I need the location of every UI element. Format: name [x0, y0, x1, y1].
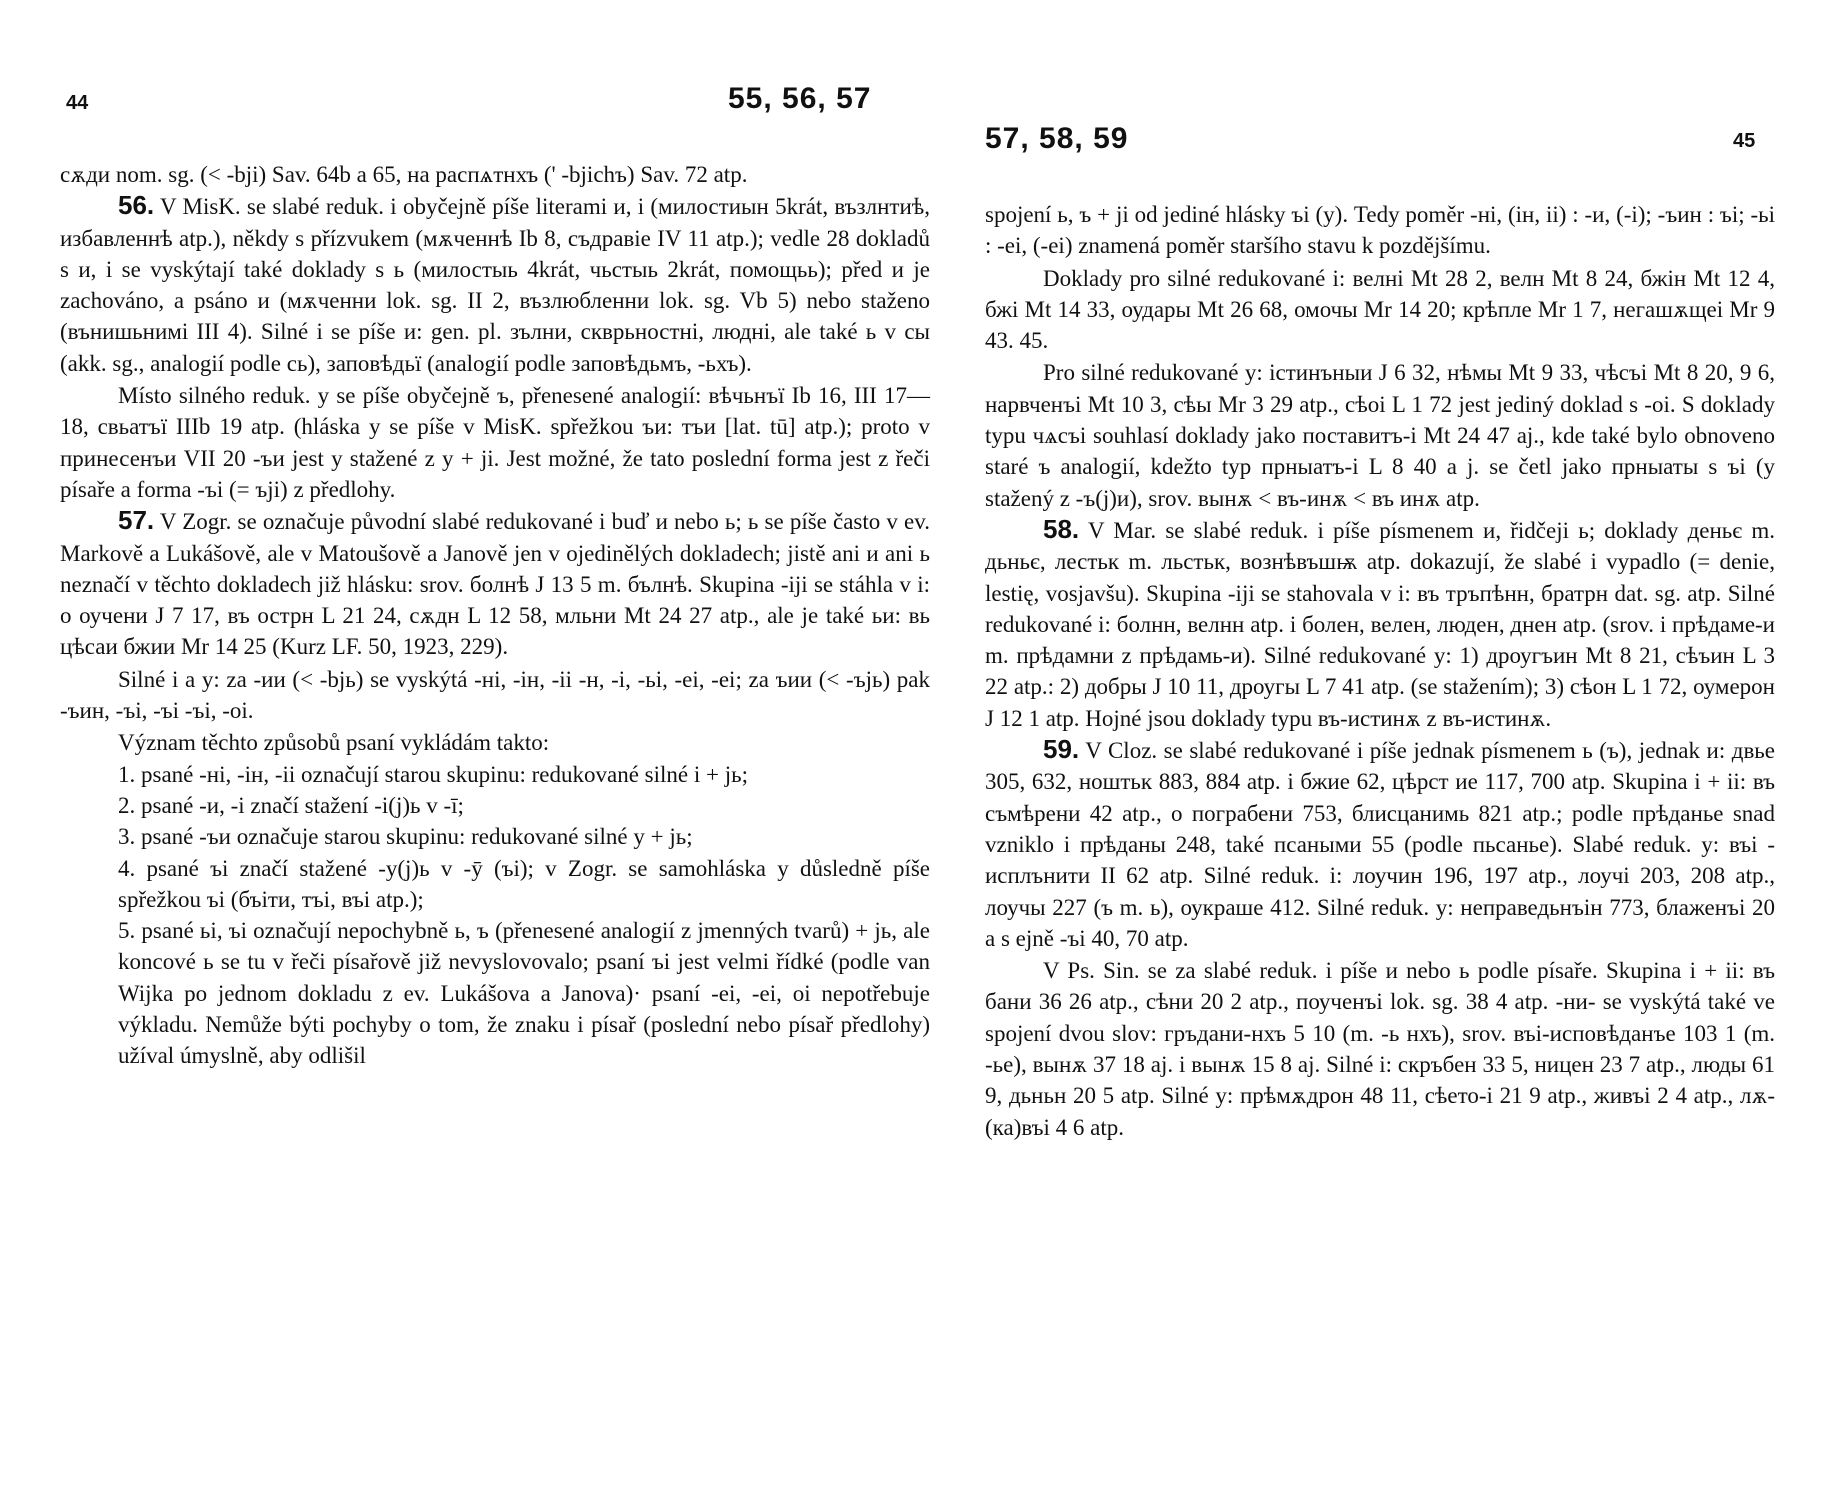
- page-number: 45: [1733, 130, 1756, 152]
- paragraph-text: V Cloz. se slabé redukované i píše jednak písmenem ь (ъ), jednak и: двье 305, 632, ноштьк 883, 884 atp. i бжие 62, цѣрст ие 117, 700 atp. Skupina i + ii: въ съмѣрени 42 atp., о пограбени 753, блисцанимь 821 atp.; podle прѣданье snad vzniklo i прѣданы 248, také псаными 55 (podle пьсанье). Slabé reduk. y: въі - исплънити II 62 atp. Silné reduk. i: лоучин 196, 197 atp., лоучі 203, 208 atp., лоучы 227 (ъ m. ь), оукраше 412. Silné reduk. y: неправедьнъін 773, блаженъі 20 a s ejně -ъі 40, 70 atp.: [985, 738, 1775, 951]
- paragraph-text: Doklady pro silné redukované i: велні Mt 28 2, велн Mt 8 24, бжін Mt 12 4, бжі Mt 14 33, оудары Mt 26 68, омочы Mr 14 20; крѣпле Mr 1 7, негашѫщеі Mr 9 43. 45.: [985, 265, 1775, 354]
- body-text: [985, 198, 1775, 1143]
- section-number: 59.: [1043, 734, 1080, 765]
- page-number: 44: [66, 92, 89, 114]
- list-item: 3. psané -ъи označuje starou skupinu: redukované silné y + jь;: [118, 824, 693, 850]
- paragraph-text: сѫди nom. sg. (< -bji) Sav. 64b a 65, на распѧтнхъ (' -bjichъ) Sav. 72 atp.: [60, 162, 748, 187]
- list-item: 4. psané ъі značí stažené -y(j)ь v -ȳ (ъі); v Zogr. se samohláska y důsledně píše spřežkou ъі (бъіти, тъі, въі atp.);: [118, 855, 930, 912]
- running-header: 57, 58, 59: [985, 122, 1129, 155]
- paragraph: [60, 158, 930, 190]
- paragraph-text: V Zogr. se označuje původní slabé redukované i buď и nebo ь; ь se píše často v ev. Markově a Lukášově, ale v Matoušově a Janově jen v ojedinělých dokladech; jistě ani и ani ь neznačí v těchto dokladech již hlásku: srov. болнѣ J 13 5 m. бълнѣ. Skupina -iji se stáhla v i: о оучени J 7 17, въ острн L 21 24, сѫдн L 12 58, мльни Mt 24 27 atp., ale je také ьи: вь цѣсаи бжии Mr 14 25 (Kurz LF. 50, 1923, 229).: [60, 509, 930, 660]
- paragraph: [60, 663, 930, 727]
- paragraph: [985, 954, 1775, 1143]
- section-number: 58.: [1043, 513, 1080, 544]
- paragraph-text: spojení ь, ъ + ji od jediné hlásky ъі (y). Tedy poměr -ні, (ін, іі) : -и, (-і); -ъин : ъі; -ьі : -еі, (-еі) znamená poměr staršího stavu k pozdějšímu.: [985, 202, 1775, 259]
- paragraph: [985, 734, 1775, 954]
- paragraph-text: Význam těchto způsobů psaní vykládám takto:: [118, 730, 550, 756]
- paragraph-text: Pro silné redukované y: істинъныи J 6 32, нѣмы Mt 9 33, чѣсъі Mt 8 20, 9 6, нарвченъі Mt 10 3, сѣы Mr 3 29 atp., сѣоі L 1 72 jest jediný doklad s -оі. S doklady typu чѧсъі souhlasí doklady jako поставитъ-і Mt 24 47 aj., kde také bylo obnoveno staré ъ analogií, kdežto typ прныатъ-і L 8 40 a j. se četl jako прныаты s ъі (y stažený z -ъ(j)и), srov. вынѫ < въ-инѫ < въ инѫ atp.: [985, 360, 1775, 511]
- list-item: 2. psané -и, -і značí stažení -i(j)ь v -ī;: [118, 792, 464, 818]
- left-page: [60, 0, 930, 1500]
- paragraph-text: Místo silného reduk. y se píše obyčejně ъ, přenesené analogií: вѣчьнъї Ib 16, III 17—18, свьатъї IIIb 19 atp. (hláska y se píše v MisK. spřežkou ъи: тъи [lat. tū] atp.); proto v принесенъи VII 20 -ъи jest y stažené z y + ji. Jest možné, že tato poslední forma jest z řeči písaře a forma -ъі (= ъji) z předlohy.: [60, 383, 930, 502]
- list-item: 5. psané ьі, ъі označují nepochybně ь, ъ (přenesené analogií z jmenných tvarů) + jь, ale koncové ь se tu v řeči písařově již nevyslovovalo; psaní ъі jest velmi řídké (podle van Wijka po jednom dokladu z ev. Lukášova a Janova)· psaní -еі, -еі, оі nepotřebuje výkladu. Nemůže býti pochyby o tom, že znaku і písař (poslední nebo písař předlohy) užíval úmyslně, aby odlišil: [118, 918, 930, 1069]
- paragraph-text: V Mar. se slabé reduk. i píše písmenem и, řidčeji ь; doklady деньє m. дьньє, лестьк m. льстьк, вознѣвъшѭ atp. dokazují, že slabé i vypadlo (= denie, lestię, vosjavšu). Skupina -iji se stahovala v i: въ тръпѣнн, братрн dat. sg. atp. Silné redukované i: болнн, велнн atp. i болен, велен, люден, днен atp. (srov. і прѣдаме-и m. прѣдамни z прѣдамь-и). Silné redukované y: 1) дроугъин Mt 8 21, сѣъин L 3 22 atp.: 2) добры J 10 11, дроугы L 7 41 atp. (se stažením); 3) сѣон L 1 72, оумерон J 12 1 atp. Hojné jsou doklady typu въ-истинѫ z въ-истинѫ.: [985, 517, 1775, 731]
- body-text: [60, 158, 930, 1072]
- running-header: 55, 56, 57: [728, 82, 872, 115]
- paragraph-text: V MisK. se slabé reduk. i obyčejně píše literami и, і (милостиын 5krát, възлнтиѣ, избавленнѣ atp.), někdy s přízvukem (мѫченнѣ Ib 8, съдравіе IV 11 atp.); vedle 28 dokladů s и, і se vyskýtají také doklady s ь (милостыь 4krát, чьстыь 2krát, помощьь); před и je zachováno, a psáno и (мѫченни lok. sg. II 2, възлюбленни lok. sg. Vb 5) nebo staženo (вънишьнимі III 4). Silné i se píše и: gen. pl. зълни, скврьностні, людні, ale také ь v сы (akk. sg., analogií podle сь), заповѣдьї (analogií podle заповѣдьмъ, -ьхъ).: [60, 194, 931, 376]
- paragraph: [985, 198, 1775, 262]
- list-item: 1. psané -ні, -ін, -іі označují starou skupinu: redukované silné i + jь;: [118, 761, 748, 787]
- paragraph: [60, 726, 930, 758]
- paragraph-text: Silné i a y: za -ии (< -bjь) se vyskýtá -ні, -ін, -іі -н, -і, -ьі, -еі, -еі; za ъии (< -ъjь) pak -ъин, -ъі, -ъі -ъі, -оі.: [60, 666, 930, 724]
- paragraph-text: V Ps. Sin. se za slabé reduk. i píše и nebo ь podle písaře. Skupina i + ii: въ бани 36 26 atp., сѣни 20 2 atp., поученъі lok. sg. 38 4 atp. -ни- se vyskýtá také ve spojení dvou slov: гръдани-нхъ 5 10 (m. -ь нхъ), srov. въі-исповѣданъе 103 1 (m. -ье), вынѫ 37 18 aj. i вынѫ 15 8 aj. Silné i: скръбен 33 5, ницен 23 7 atp., люды 61 9, дьньн 20 5 atp. Silné y: прѣмѫдрон 48 11, сѣето-і 21 9 atp., живъі 2 4 atp., лѫ-(ка)въі 4 6 atp.: [985, 958, 1775, 1140]
- paragraph: [985, 262, 1775, 357]
- paragraph: [60, 505, 930, 662]
- paragraph: [60, 379, 930, 505]
- paragraph: [60, 190, 930, 379]
- paragraph: [985, 514, 1775, 734]
- paragraph: [985, 356, 1775, 513]
- right-page: [985, 0, 1775, 1500]
- section-number: 56.: [118, 190, 155, 221]
- section-number: 57.: [118, 505, 155, 536]
